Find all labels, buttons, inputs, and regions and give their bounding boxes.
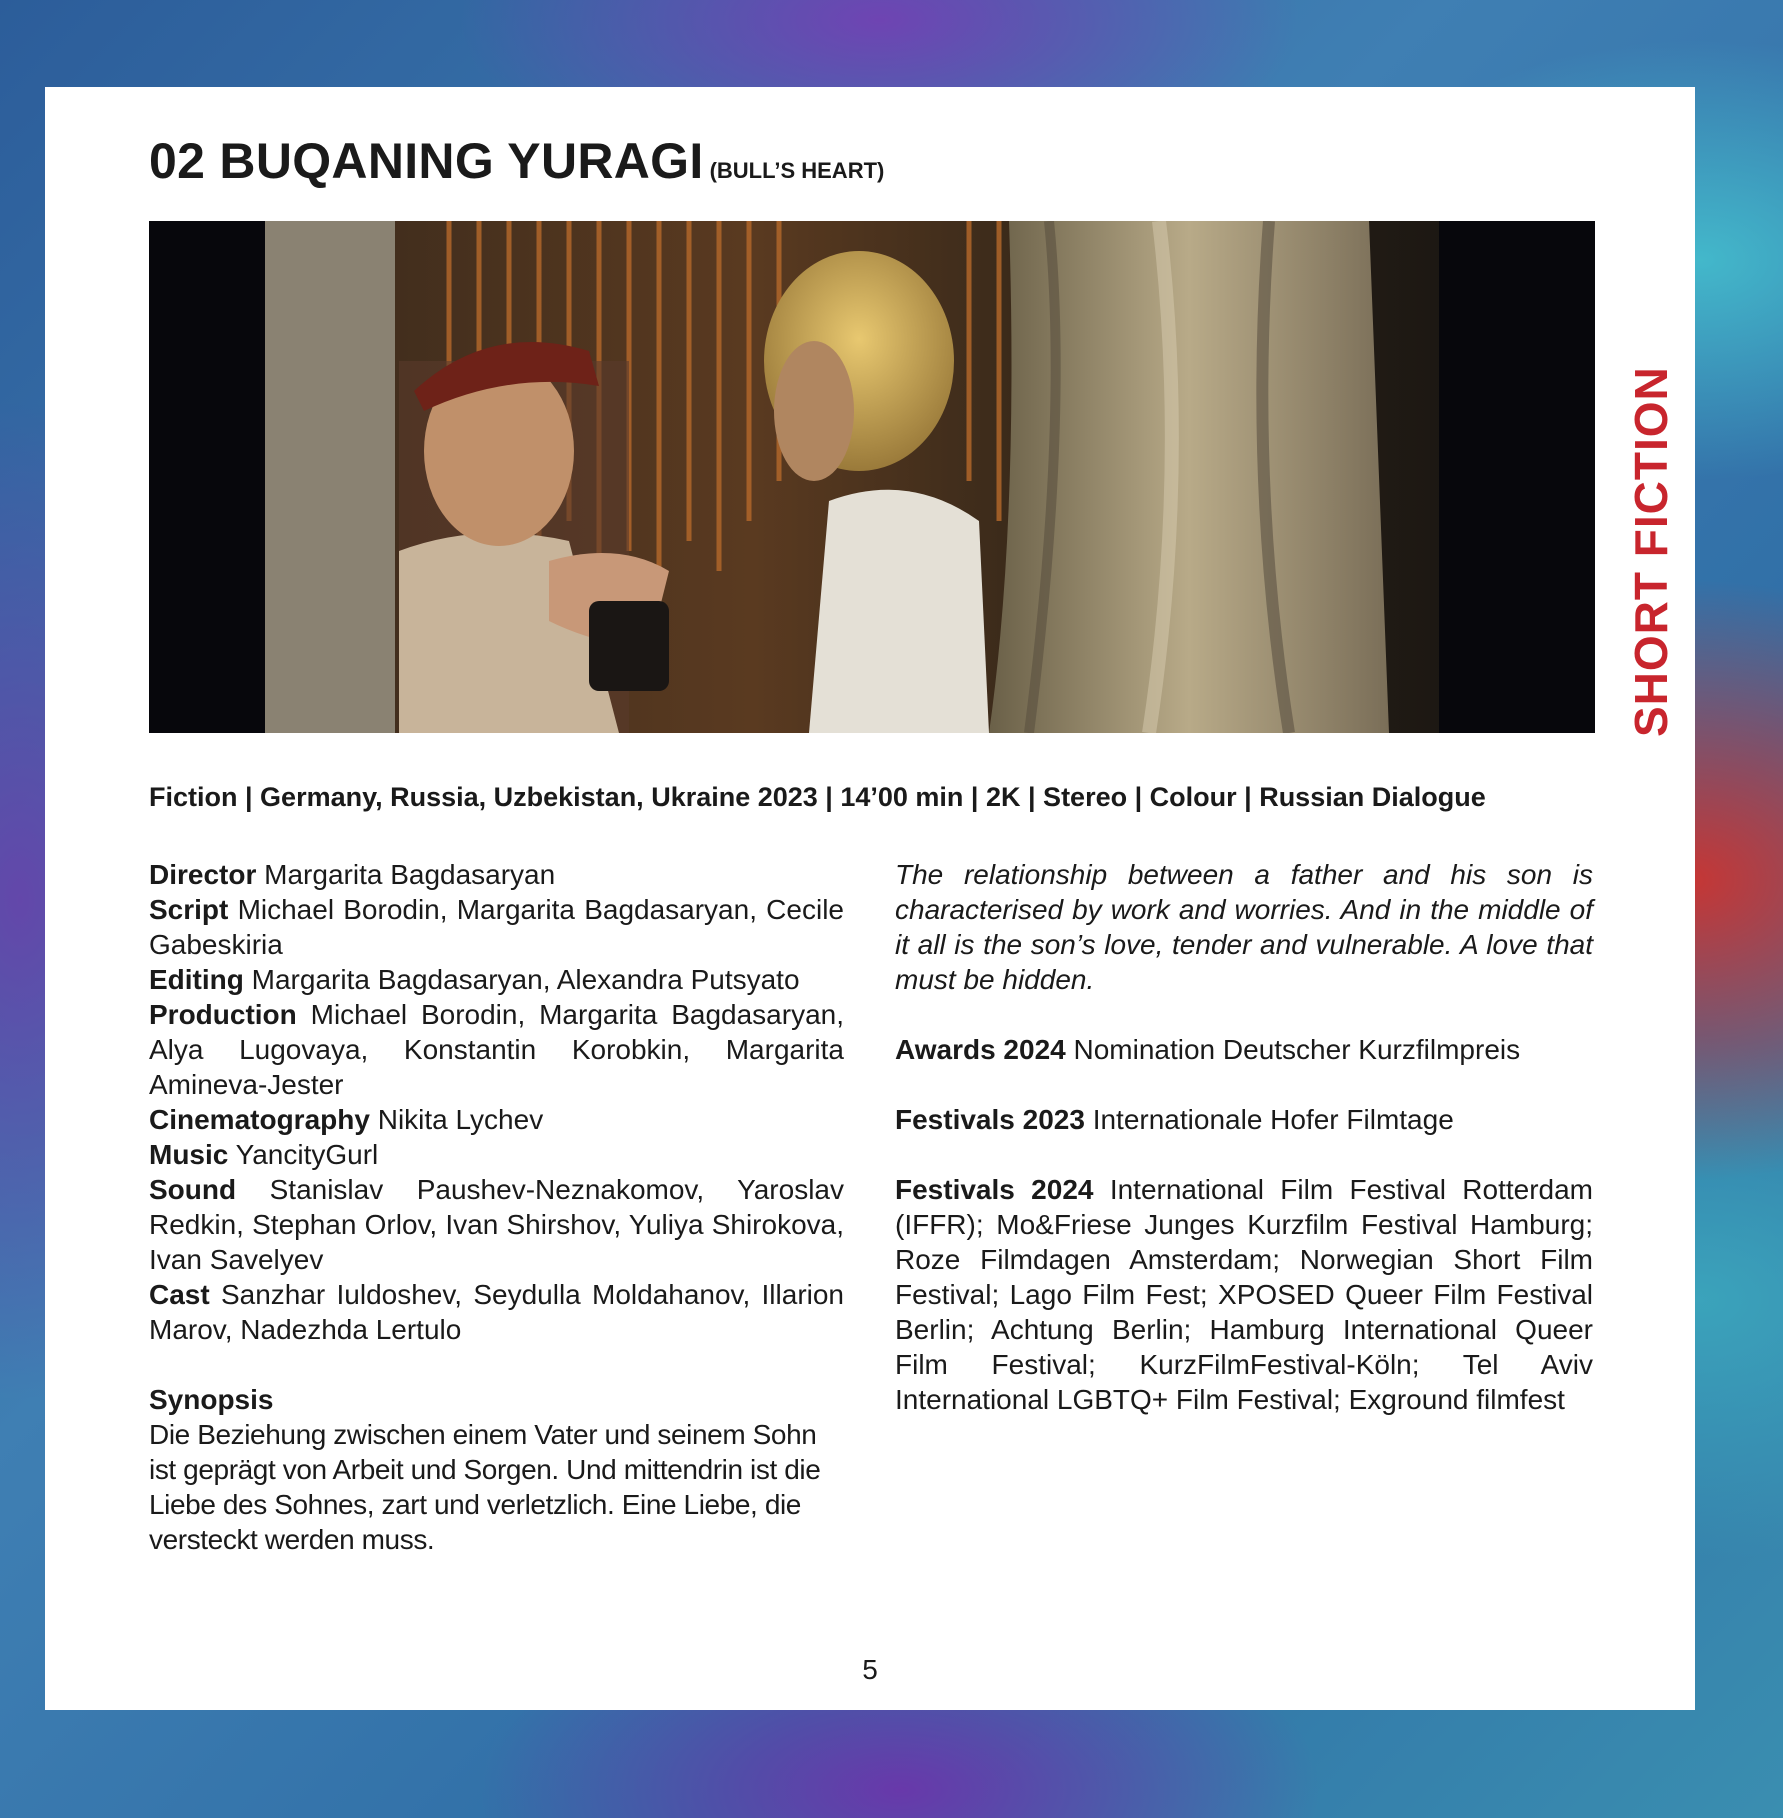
credits-column <box>149 857 844 1557</box>
credit-production: Production Michael Borodin, Margarita Bagdasaryan, Alya Lugovaya, Konstantin Korobkin, Margarita Amineva-Jester <box>149 999 845 1100</box>
synopsis-heading: Synopsis <box>149 1384 274 1415</box>
film-title <box>149 132 884 190</box>
section-label: SHORT FICTION <box>1625 366 1677 737</box>
awards-2024: Awards 2024 Nomination Deutscher Kurzfilmpreis <box>895 1034 1521 1065</box>
credit-cast: Cast Sanzhar Iuldoshev, Seydulla Moldahanov, Illarion Marov, Nadezhda Lertulo <box>149 1279 845 1345</box>
festivals-2023: Festivals 2023 Internationale Hofer Filmtage <box>895 1104 1454 1135</box>
page-number: 5 <box>862 1654 878 1685</box>
credit-sound: Sound Stanislav Paushev-Neznakomov, Yaroslav Redkin, Stephan Orlov, Ivan Shirshov, Yuliya Shirokova, Ivan Savelyev <box>149 1174 844 1275</box>
film-title-text: 02 BUQANING YURAGI <box>149 133 704 189</box>
film-meta-line: Fiction | Germany, Russia, Uzbekistan, Ukraine 2023 | 14’00 min | 2K | Stereo | Colour | Russian Dialogue <box>149 782 1486 812</box>
credit-script: Script Michael Borodin, Margarita Bagdasaryan, Cecile Gabeskiria <box>149 894 844 960</box>
credit-editing: Editing Margarita Bagdasaryan, Alexandra Putsyato <box>149 964 800 995</box>
synopsis-text-en: The relationship between a father and his son is characterised by work and worries. And in the middle of it all is the son’s love, tender and vulnerable. A love that must be hidden. <box>895 859 1593 995</box>
synopsis-text-de: Die Beziehung zwischen einem Vater und seinem Sohn ist geprägt von Arbeit und Sorgen. Und mittendrin ist die Liebe des Sohnes, zart und verletzlich. Eine Liebe, die versteckt werden muss. <box>149 1419 821 1555</box>
film-subtitle: (BULL’S HEART) <box>709 158 885 183</box>
credit-music: Music YancityGurl <box>149 1139 379 1170</box>
film-still-illustration <box>149 221 1595 733</box>
credit-cinematography: Cinematography Nikita Lychev <box>149 1104 544 1135</box>
credit-director: Director Margarita Bagdasaryan <box>149 859 556 890</box>
brochure-page <box>45 87 1695 1710</box>
festivals-2024: Festivals 2024 International Film Festival Rotterdam (IFFR); Mo&Friese Junges Kurzfilm Festival Hamburg; Roze Filmdagen Amsterdam; Norwegian Short Film Festival; Lago Film Fest; XPOSED Queer Film Festival Berlin; Achtung Berlin; Hamburg International Queer Film Festival; KurzFilmFestival-Köln; Tel Aviv International LGBTQ+ Film Festival; Exground filmfest <box>895 1174 1593 1415</box>
film-still-image <box>149 221 1595 733</box>
synopsis-awards-column <box>895 857 1593 1417</box>
